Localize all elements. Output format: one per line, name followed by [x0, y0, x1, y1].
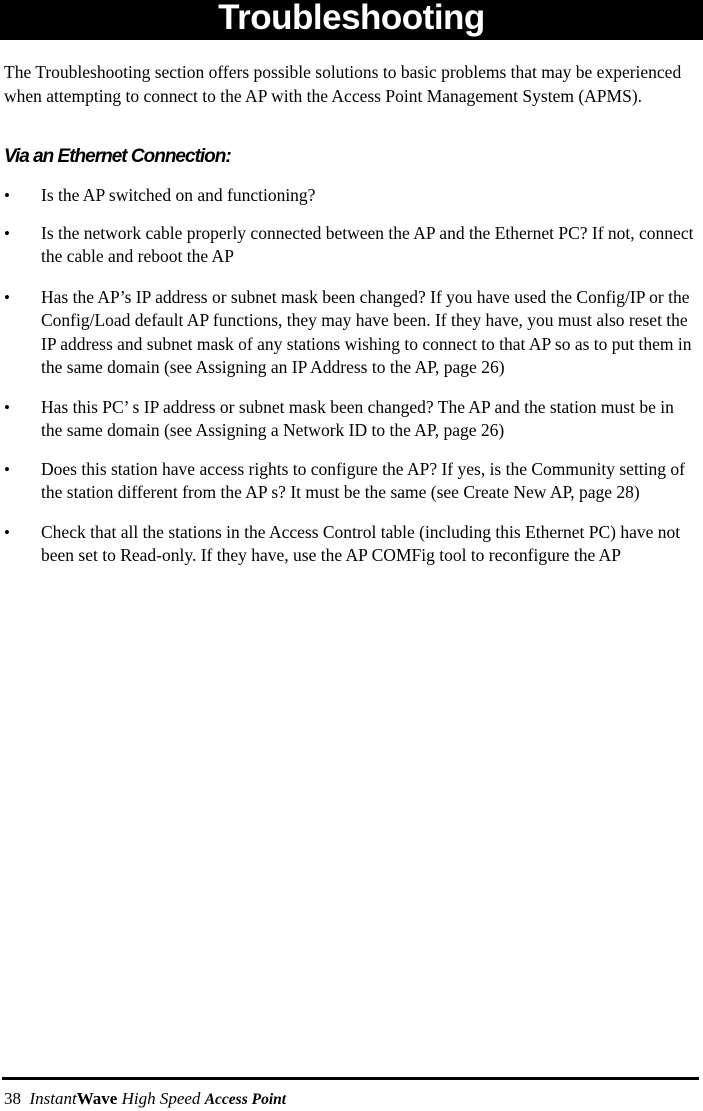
bullet-icon: •: [4, 522, 10, 542]
list-item: [0, 521, 703, 568]
footer-brand-bold: Wave: [76, 1089, 118, 1108]
bullet-icon: •: [4, 223, 10, 243]
troubleshooting-list: [0, 184, 703, 568]
footer-subtitle-italic: High Speed: [121, 1089, 201, 1108]
list-item-text: Has this PC’ s IP address or subnet mask been changed? The AP and the station must be in the same domain (see Assigning a Network ID to the AP, page 26): [41, 396, 674, 440]
list-item-text: Is the AP switched on and functioning?: [41, 185, 316, 205]
footer-brand-italic: Instant: [29, 1089, 77, 1108]
bullet-icon: •: [4, 459, 10, 479]
bullet-icon: •: [4, 186, 10, 205]
intro-paragraph: The Troubleshooting section offers possible solutions to basic problems that may be experienced when attempting to connect to the AP with the Access Point Management System (APMS).: [4, 62, 682, 106]
list-item: [0, 184, 703, 208]
page-number: 38: [4, 1089, 21, 1108]
page-title: Troubleshooting: [218, 0, 485, 37]
list-item-text: Has the AP’s IP address or subnet mask been changed? If you have used the Config/IP or the Config/Load default AP functions, they may have been. If they have, you must also reset the IP address and subnet mask of any stations wishing to connect to that AP so as to put them in the same domain (see Assigning an IP Address to the AP, page 26): [41, 286, 692, 377]
bullet-icon: •: [4, 287, 10, 307]
list-item: [0, 286, 703, 380]
list-item-text: Check that all the stations in the Access Control table (including this Ethernet PC) have not been set to Read-only. If they have, use the AP COMFig tool to reconfigure the AP: [41, 521, 681, 565]
list-item: [0, 222, 703, 269]
list-item-text: Is the network cable properly connected between the AP and the Ethernet PC? If not, connect the cable and reboot the AP: [41, 222, 694, 266]
page-footer: [4, 1089, 286, 1110]
section-heading: Via an Ethernet Connection:: [4, 146, 231, 167]
title-bar: [0, 0, 703, 40]
list-item-text: Does this station have access rights to configure the AP? If yes, is the Community setting of the station different from the AP s? It must be the same (see Create New AP, page 28): [41, 458, 685, 502]
footer-divider: [2, 1077, 699, 1080]
bullet-icon: •: [4, 397, 10, 417]
list-item: [0, 396, 703, 443]
footer-subtitle-bold: Access Point: [204, 1091, 287, 1108]
list-item: [0, 458, 703, 505]
